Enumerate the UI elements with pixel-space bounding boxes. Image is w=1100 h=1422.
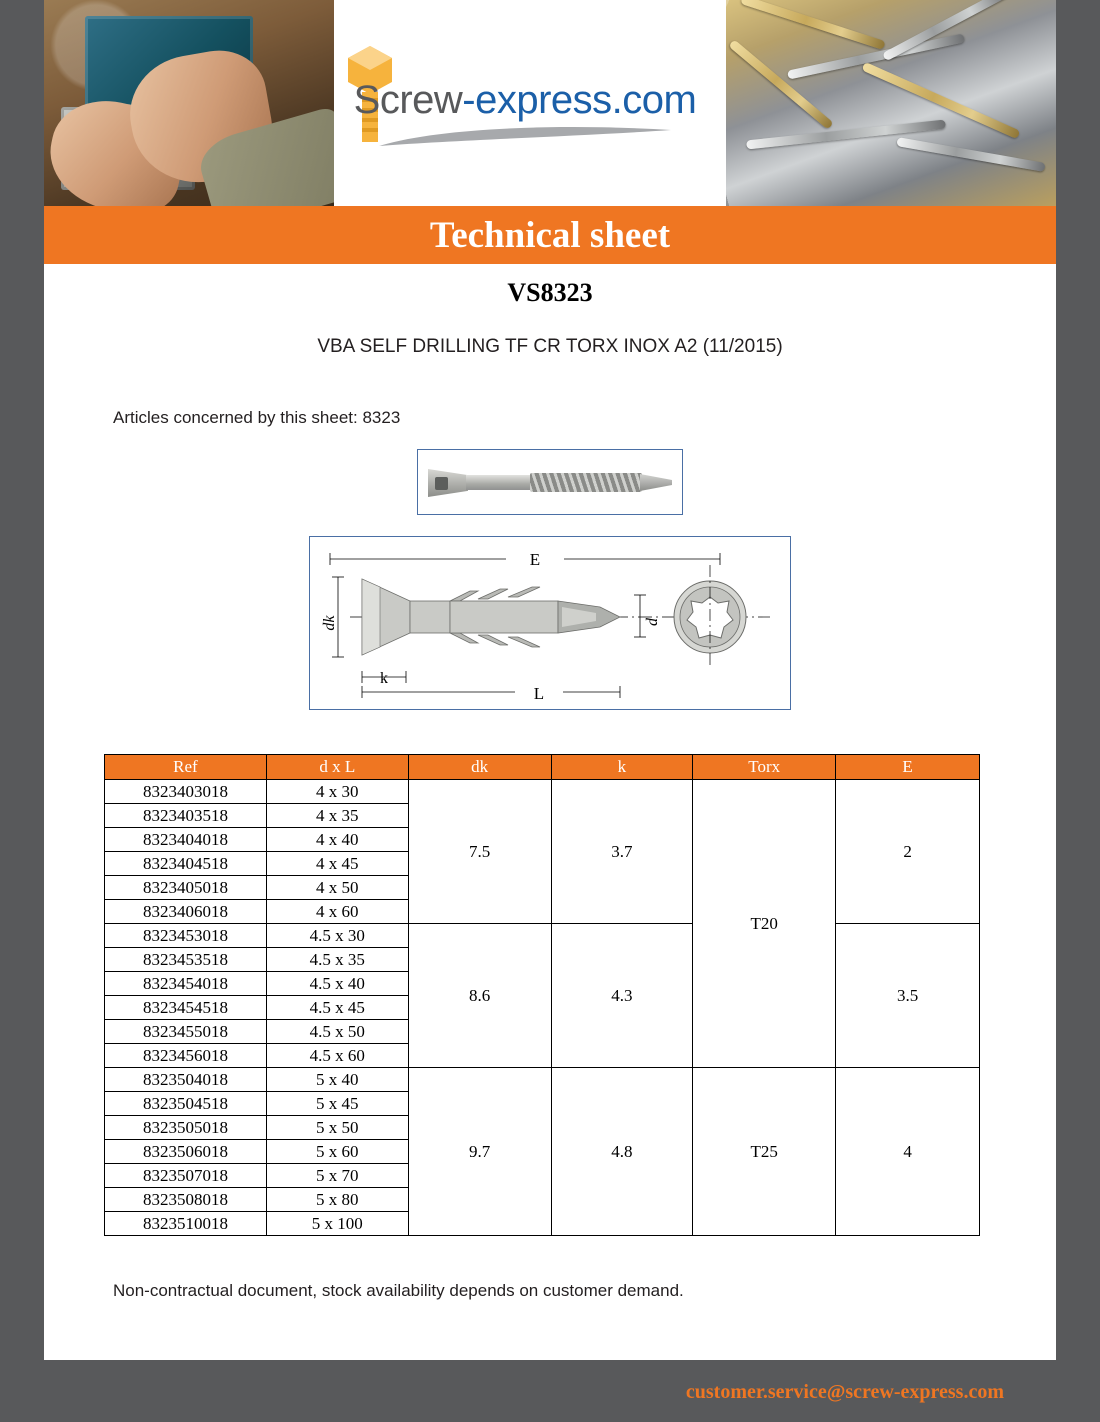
cell-dxl: 4 x 50 <box>266 876 408 900</box>
drawing-label-E: E <box>529 550 541 569</box>
cell-ref: 8323454518 <box>105 996 267 1020</box>
cell-dxl: 5 x 100 <box>266 1212 408 1236</box>
footer-email[interactable]: customer.service@screw-express.com <box>685 1381 1004 1403</box>
cell-ref: 8323404018 <box>105 828 267 852</box>
cell-ref: 8323507018 <box>105 1164 267 1188</box>
cell-k-group-3: 4.8 <box>551 1068 693 1236</box>
cell-dxl: 5 x 40 <box>266 1068 408 1092</box>
cell-dxl: 4 x 45 <box>266 852 408 876</box>
cell-ref: 8323404518 <box>105 852 267 876</box>
cell-dxl: 4.5 x 50 <box>266 1020 408 1044</box>
cell-dxl: 4 x 30 <box>266 780 408 804</box>
cell-dk-group-2: 8.6 <box>408 924 551 1068</box>
cell-dxl: 4.5 x 30 <box>266 924 408 948</box>
cell-dxl: 4 x 35 <box>266 804 408 828</box>
cell-dk-group-1: 7.5 <box>408 780 551 924</box>
cell-dxl: 5 x 50 <box>266 1116 408 1140</box>
table-row <box>105 1068 980 1092</box>
technical-sheet-banner <box>44 206 1056 264</box>
product-photo <box>417 449 683 515</box>
drawing-label-d: d <box>644 618 661 626</box>
cell-ref: 8323506018 <box>105 1140 267 1164</box>
cell-ref: 8323504518 <box>105 1092 267 1116</box>
cell-dxl: 4.5 x 35 <box>266 948 408 972</box>
screws-photo <box>726 0 1056 206</box>
specification-table <box>104 754 980 1236</box>
page-footer <box>0 1360 1100 1422</box>
page-left-margin <box>0 0 44 1422</box>
page-right-margin <box>1056 0 1100 1422</box>
column-header-e: E <box>836 755 980 780</box>
drawing-label-L: L <box>533 684 545 703</box>
column-header-ref: Ref <box>105 755 267 780</box>
cell-ref: 8323406018 <box>105 900 267 924</box>
column-header-dk: dk <box>408 755 551 780</box>
table-row <box>105 780 980 804</box>
technical-drawing <box>309 536 791 710</box>
column-header-k: k <box>551 755 693 780</box>
cell-dxl: 5 x 70 <box>266 1164 408 1188</box>
cell-dxl: 4.5 x 45 <box>266 996 408 1020</box>
cell-ref: 8323508018 <box>105 1188 267 1212</box>
cell-ref: 8323453518 <box>105 948 267 972</box>
document-code: VS8323 <box>507 278 593 307</box>
cell-ref: 8323454018 <box>105 972 267 996</box>
cell-dxl: 5 x 80 <box>266 1188 408 1212</box>
cell-torx-group-2: T25 <box>693 1068 836 1236</box>
disclaimer-note: Non-contractual document, stock availability depends on customer demand. <box>113 1281 684 1300</box>
logo-text-primary: Screw <box>353 78 463 122</box>
logo-swoosh-icon <box>375 124 675 150</box>
cell-ref: 8323405018 <box>105 876 267 900</box>
cell-ref: 8323504018 <box>105 1068 267 1092</box>
page-title: VBA SELF DRILLING TF CR TORX INOX A2 (11/2015) <box>317 336 783 357</box>
cell-k-group-2: 4.3 <box>551 924 693 1068</box>
cell-dxl: 5 x 60 <box>266 1140 408 1164</box>
column-header-dxl: d x L <box>266 755 408 780</box>
page-header <box>44 0 1056 206</box>
cell-ref: 8323510018 <box>105 1212 267 1236</box>
articles-concerned-text: Articles concerned by this sheet: 8323 <box>113 408 401 427</box>
cell-e-group-3: 4 <box>836 1068 980 1236</box>
logo-area <box>334 0 716 206</box>
cell-dxl: 4 x 40 <box>266 828 408 852</box>
drawing-label-k: k <box>380 670 388 687</box>
workshop-photo <box>44 0 334 206</box>
cell-dxl: 4.5 x 60 <box>266 1044 408 1068</box>
drawing-label-dk: dk <box>321 615 338 631</box>
cell-dxl: 5 x 45 <box>266 1092 408 1116</box>
cell-ref: 8323456018 <box>105 1044 267 1068</box>
table-row <box>105 924 980 948</box>
table-header-row <box>105 755 980 780</box>
cell-dk-group-3: 9.7 <box>408 1068 551 1236</box>
cell-ref: 8323403018 <box>105 780 267 804</box>
cell-dxl: 4 x 60 <box>266 900 408 924</box>
column-header-torx: Torx <box>693 755 836 780</box>
cell-e-group-2: 3.5 <box>836 924 980 1068</box>
logo-text-secondary: -express.com <box>462 78 697 122</box>
banner-title: Technical sheet <box>429 215 671 256</box>
cell-ref: 8323505018 <box>105 1116 267 1140</box>
cell-k-group-1: 3.7 <box>551 780 693 924</box>
cell-torx-group-1: T20 <box>693 780 836 1068</box>
cell-dxl: 4.5 x 40 <box>266 972 408 996</box>
logo-wordmark <box>354 78 697 123</box>
cell-ref: 8323453018 <box>105 924 267 948</box>
cell-ref: 8323403518 <box>105 804 267 828</box>
cell-e-group-1: 2 <box>836 780 980 924</box>
cell-ref: 8323455018 <box>105 1020 267 1044</box>
